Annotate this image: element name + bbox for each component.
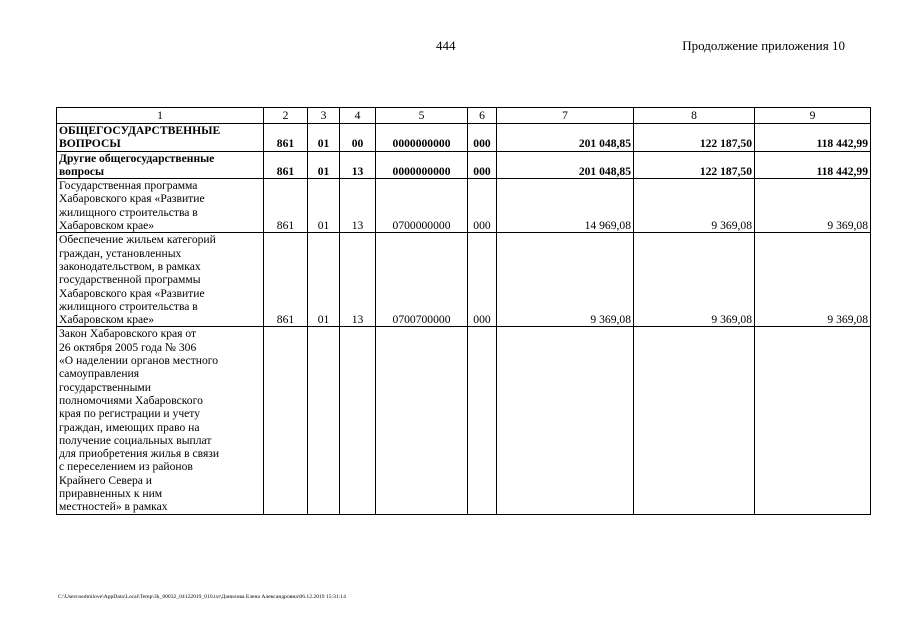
- subsection-code: [340, 327, 376, 514]
- subsection-code: 00: [340, 124, 376, 152]
- column-header: 4: [340, 108, 376, 124]
- subsection-code: 13: [340, 233, 376, 327]
- column-header: 8: [634, 108, 755, 124]
- target-article-code: 0700000000: [376, 179, 468, 233]
- amount-col-9: 9 369,08: [755, 179, 871, 233]
- ministry-code: 861: [264, 151, 308, 179]
- amount-col-8: 9 369,08: [634, 179, 755, 233]
- table-row: [57, 327, 871, 514]
- column-header: 7: [497, 108, 634, 124]
- amount-col-8: [634, 327, 755, 514]
- target-article-code: 0000000000: [376, 124, 468, 152]
- ministry-code: 861: [264, 179, 308, 233]
- amount-col-7: 201 048,85: [497, 124, 634, 152]
- expense-type-code: 000: [468, 151, 497, 179]
- amount-col-9: 9 369,08: [755, 233, 871, 327]
- row-description-text: Государственная программа Хабаровского края «Развитие жилищного строительства в Хабаровском крае»: [59, 179, 205, 233]
- table-row: [57, 124, 871, 152]
- subsection-code: 13: [340, 151, 376, 179]
- column-header: 9: [755, 108, 871, 124]
- ministry-code: 861: [264, 124, 308, 152]
- appendix-continuation-note: Продолжение приложения 10: [682, 38, 845, 53]
- target-article-code: [376, 327, 468, 514]
- section-code: 01: [308, 179, 340, 233]
- amount-col-7: [497, 327, 634, 514]
- amount-col-9: 118 442,99: [755, 151, 871, 179]
- page-number: 444: [436, 38, 456, 53]
- column-header: 1: [57, 108, 264, 124]
- column-header: 6: [468, 108, 497, 124]
- row-description-text: Обеспечение жильем категорий граждан, установленных законодательством, в рамках государственной программы Хабаровского края «Развитие жилищного строительства в Хабаровском крае»: [59, 233, 216, 327]
- expense-type-code: 000: [468, 233, 497, 327]
- file-path-footer: C:\Users\sedmilove\AppData\Local\Temp\3k_00032_04122019_010.txt\Данилова Елена Александровна\06.12.2019 15:31:14: [58, 594, 346, 600]
- amount-col-9: 118 442,99: [755, 124, 871, 152]
- row-description: [57, 124, 264, 152]
- subsection-code: 13: [340, 179, 376, 233]
- expense-type-code: [468, 327, 497, 514]
- row-description: [57, 233, 264, 327]
- amount-col-7: 201 048,85: [497, 151, 634, 179]
- row-description: [57, 179, 264, 233]
- ministry-code: [264, 327, 308, 514]
- table-row: [57, 233, 871, 327]
- amount-col-8: 122 187,50: [634, 124, 755, 152]
- expense-type-code: 000: [468, 179, 497, 233]
- row-description-text: Другие общегосударственные вопросы: [59, 151, 215, 178]
- section-code: 01: [308, 151, 340, 179]
- target-article-code: 0700700000: [376, 233, 468, 327]
- row-description-text: ОБЩЕГОСУДАРСТВЕННЫЕ ВОПРОСЫ: [59, 124, 221, 151]
- table-row: [57, 151, 871, 179]
- expense-type-code: 000: [468, 124, 497, 152]
- amount-col-8: 9 369,08: [634, 233, 755, 327]
- amount-col-8: 122 187,50: [634, 151, 755, 179]
- section-code: 01: [308, 233, 340, 327]
- column-header: 2: [264, 108, 308, 124]
- column-header: 5: [376, 108, 468, 124]
- column-number-row: [57, 108, 871, 124]
- column-header: 3: [308, 108, 340, 124]
- section-code: [308, 327, 340, 514]
- row-description-text: Закон Хабаровского края от 26 октября 2005 года № 306 «О наделении органов местного самоуправления государственными полномочиями Хабаровского края по регистрации и учету граждан, имеющих право на получение социальных выплат для приобретения жилья в связи с переселением из районов Крайнего Севера и приравненных к ним местностей» в рамках: [59, 327, 220, 514]
- amount-col-9: [755, 327, 871, 514]
- table-row: [57, 179, 871, 233]
- section-code: 01: [308, 124, 340, 152]
- row-description: [57, 151, 264, 179]
- amount-col-7: 9 369,08: [497, 233, 634, 327]
- amount-col-7: 14 969,08: [497, 179, 634, 233]
- ministry-code: 861: [264, 233, 308, 327]
- budget-table: [56, 107, 871, 515]
- row-description: [57, 327, 264, 514]
- target-article-code: 0000000000: [376, 151, 468, 179]
